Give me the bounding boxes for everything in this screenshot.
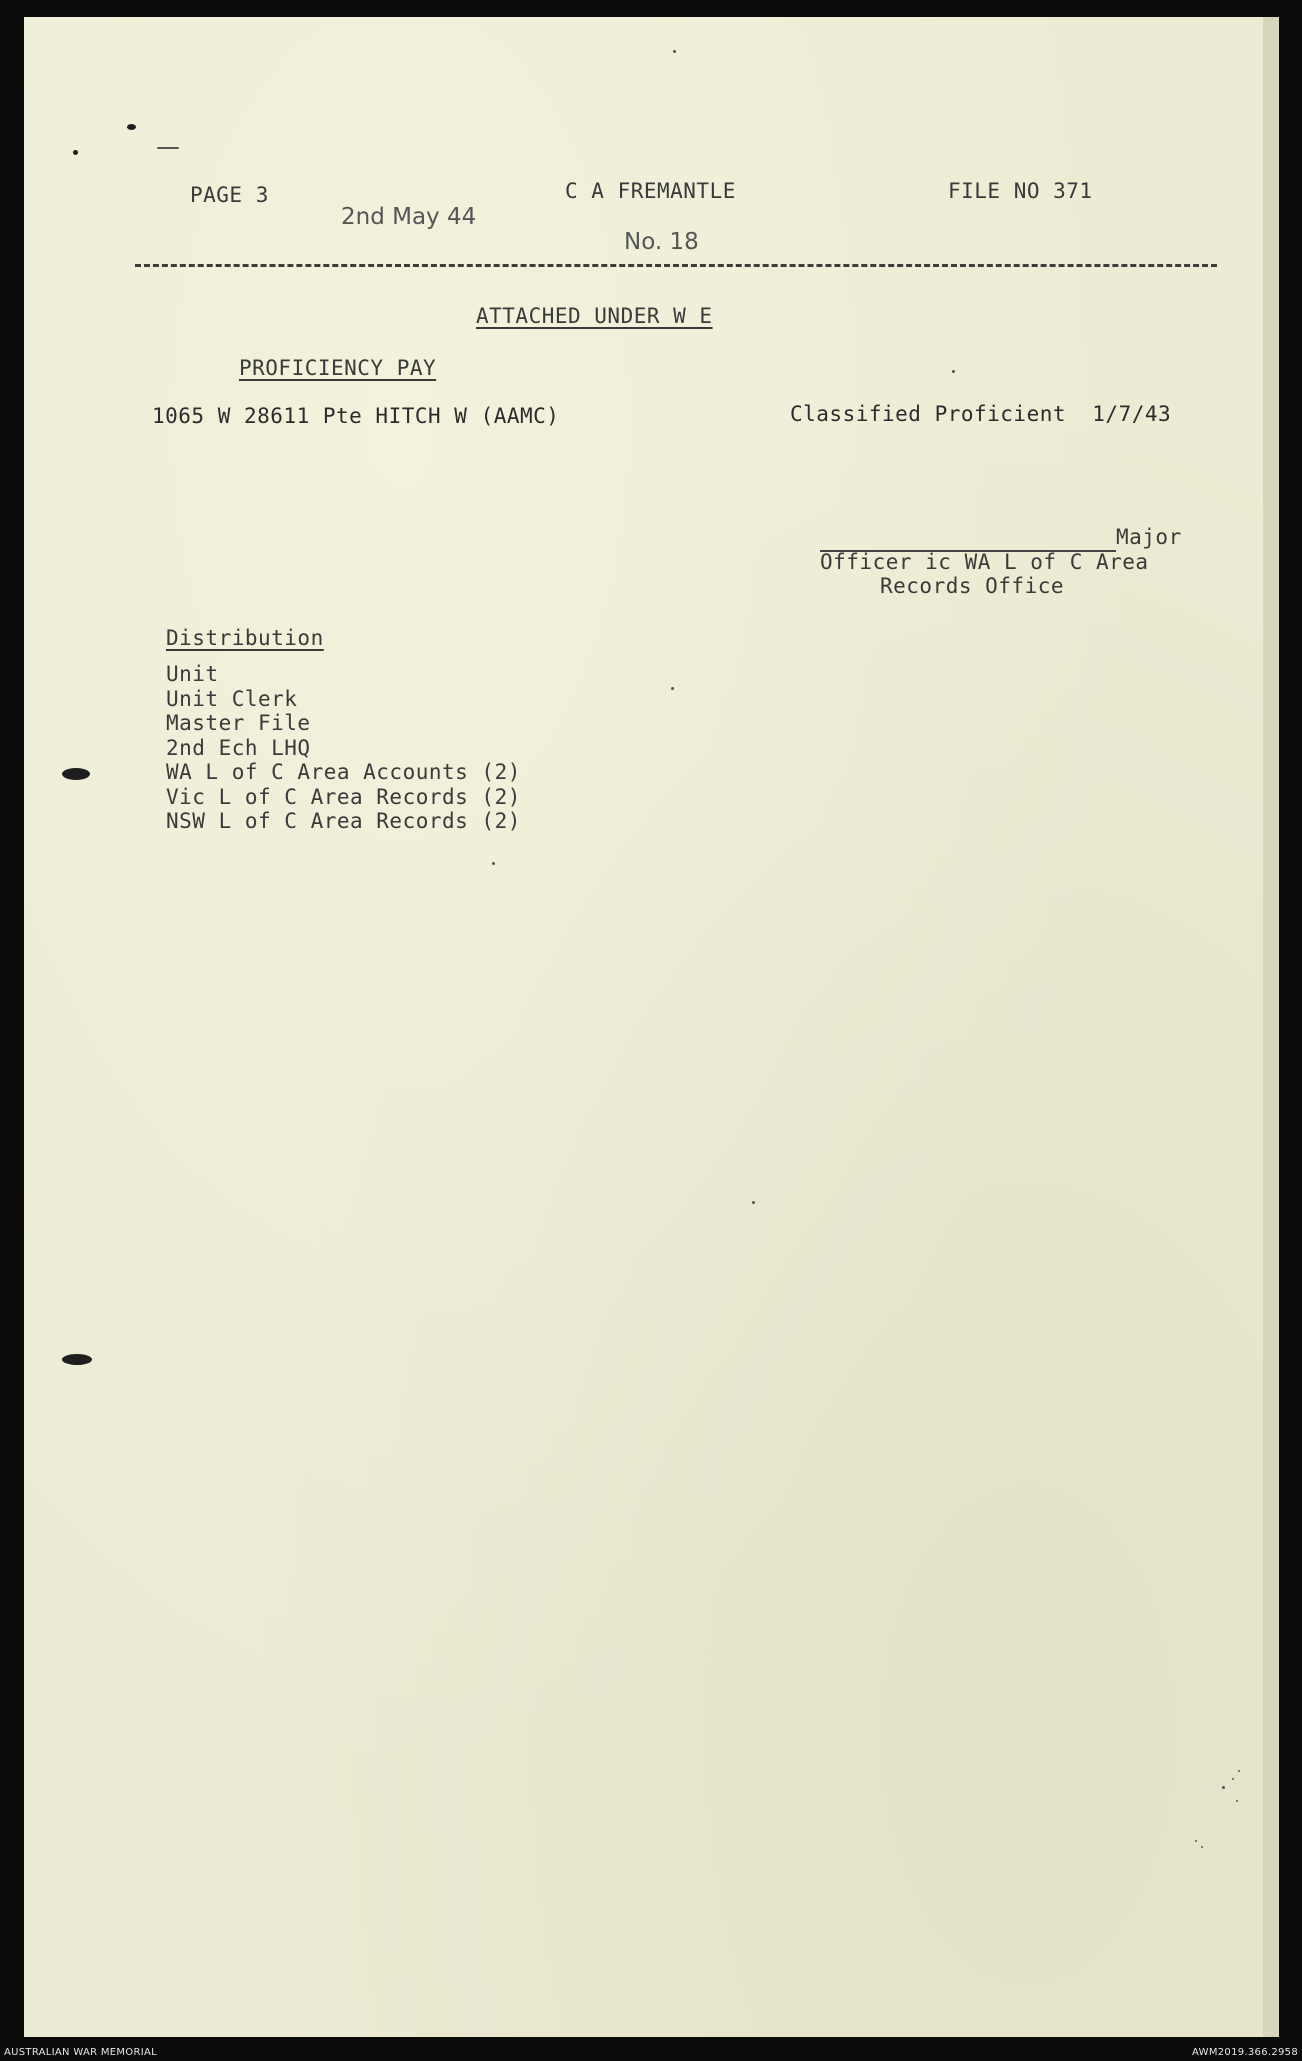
ink-speck: [671, 687, 674, 690]
ink-speck: [1201, 1846, 1203, 1848]
footer-source: AUSTRALIAN WAR MEMORIAL: [4, 2047, 157, 2058]
order-number: No. 18: [624, 229, 699, 255]
list-item: NSW L of C Area Records (2): [166, 809, 521, 833]
ink-speck: [73, 150, 78, 155]
ink-speck: [752, 1201, 755, 1204]
ink-speck: [157, 147, 179, 149]
section-title: PROFICIENCY PAY: [239, 356, 437, 380]
ink-speck: [1232, 1778, 1234, 1780]
file-number: FILE NO 371: [948, 179, 1093, 203]
list-item: 2nd Ech LHQ: [166, 735, 311, 760]
footer-accession-number: AWM2019.366.2958: [1192, 2047, 1298, 2058]
ink-speck: [127, 124, 136, 130]
ink-speck: [1238, 1770, 1240, 1772]
unit-name: C A FREMANTLE: [565, 179, 736, 203]
list-item: Unit Clerk: [166, 686, 298, 711]
paper-edge: [1263, 17, 1279, 2037]
order-heading: ATTACHED UNDER W E: [476, 304, 713, 328]
distribution-title: Distribution: [166, 626, 324, 650]
distribution-list: [166, 662, 521, 834]
signatory-title: Officer ic WA L of C Area: [820, 550, 1149, 574]
ink-speck: [1236, 1800, 1238, 1802]
ink-speck: [492, 862, 495, 865]
ink-speck: [952, 370, 955, 373]
header-divider: [135, 264, 1217, 267]
entry-status: Classified Proficient 1/7/43: [790, 402, 1172, 426]
document-date: 2nd May 44: [341, 204, 477, 230]
ink-speck: [1222, 1786, 1225, 1789]
list-item: Master File: [166, 711, 311, 735]
ink-speck: [673, 50, 676, 53]
punch-hole-mark: [62, 1354, 92, 1365]
list-item: WA L of C Area Accounts (2): [166, 760, 521, 784]
list-item: Vic L of C Area Records (2): [166, 784, 521, 809]
ink-speck: [1195, 1840, 1197, 1842]
signatory-office: Records Office: [880, 574, 1065, 598]
punch-hole-mark: [62, 768, 90, 780]
entry-particulars: 1065 W 28611 Pte HITCH W (AAMC): [152, 404, 560, 428]
list-item: Unit: [166, 662, 219, 686]
page-label: PAGE 3: [190, 183, 269, 207]
signatory-rank: Major: [1116, 525, 1182, 549]
